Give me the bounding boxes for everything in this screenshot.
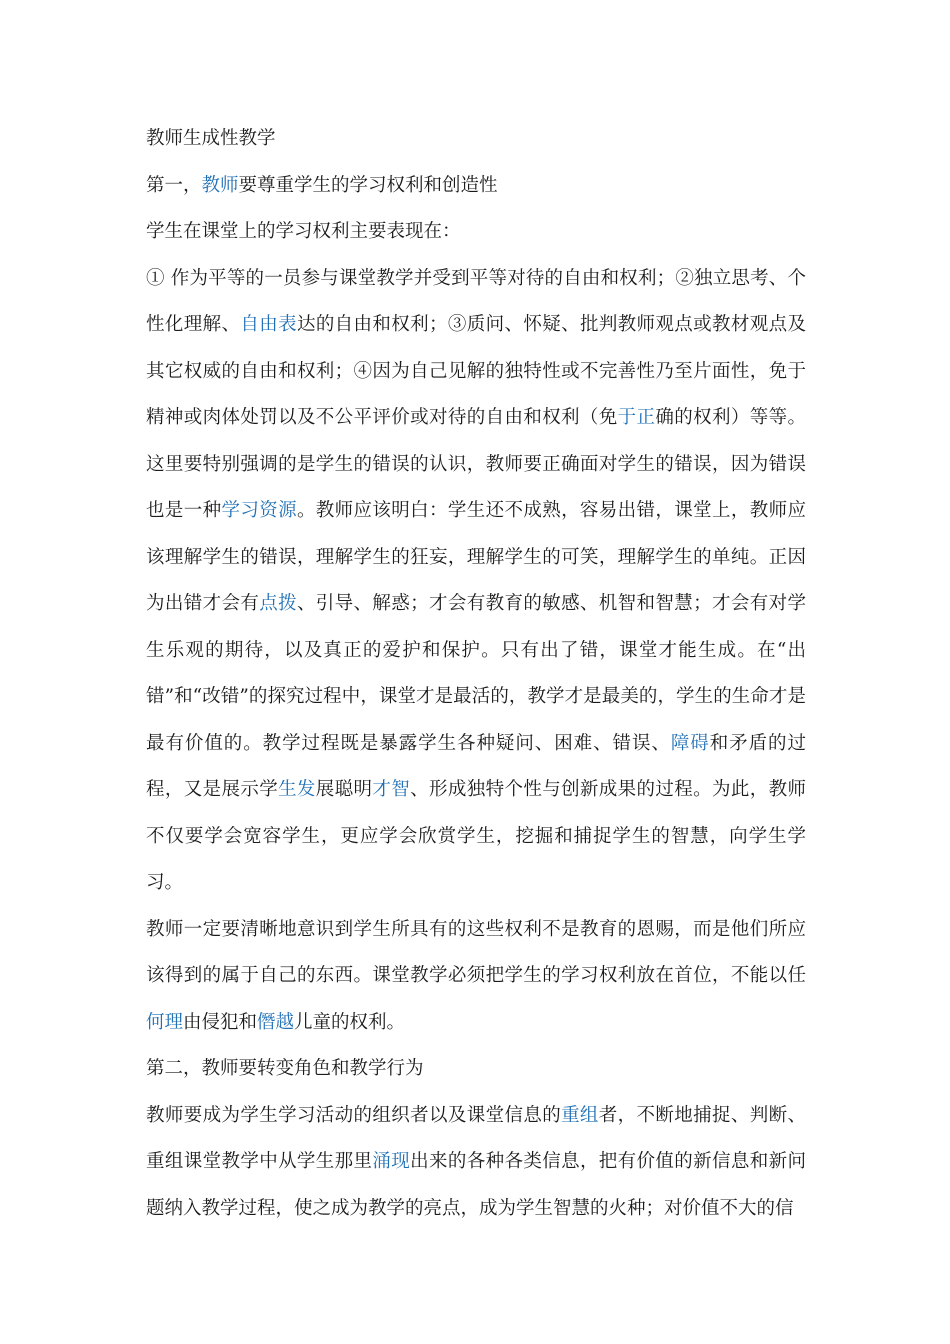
heading-text: 要尊重学生的学习权利和创造性	[238, 174, 498, 196]
hyperlink[interactable]: 何理	[146, 1011, 184, 1033]
paragraph-awareness	[146, 907, 806, 1047]
paragraph-roles	[146, 1093, 806, 1233]
hyperlink[interactable]: 自由表	[240, 314, 297, 335]
intro-paragraph: 学生在课堂上的学习权利主要表现在：	[146, 221, 461, 242]
hyperlink-teacher[interactable]: 教师	[201, 174, 239, 196]
hyperlink[interactable]: 重组	[561, 1104, 599, 1126]
text-run: 出来的各种各类信息，把有价值的新信息和新问题纳入教学过程，使之成为教学的亮点，成为学生智慧的火种；对价值不大的信	[146, 1151, 806, 1219]
text-run: 者，不断地捕捉、判断、重组课堂教学中从学生那里	[146, 1104, 806, 1172]
text-run: ① 作为平等的一员参与课堂教学并受到平等对待的自由和权利；②独立思考、个性化理解、	[146, 267, 806, 335]
text-run: 教师要成为学生学习活动的组织者以及课堂信息的	[146, 1104, 562, 1126]
hyperlink[interactable]: 僭越	[257, 1011, 295, 1033]
text-run: 确的权利）等等。这里要特别强调的是学生的错误的认识，教师要正确面对学生的错误，因为错误也是一种	[146, 407, 806, 521]
document-title: 教师生成性教学	[146, 128, 276, 149]
text-run: 教师一定要清晰地意识到学生所具有的这些权利不是教育的恩赐，而是他们所应该得到的属于自己的东西。课堂教学必须把学生的学习权利放在首位，不能以任	[146, 918, 806, 986]
hyperlink[interactable]: 点拨	[259, 593, 297, 614]
text-run: 达的自由和权利；③质问、怀疑、批判教师观点或教材观点及其它权威的自由和权利；④因为自己见解的独特性或不完善性乃至片面性，免于精神或肉体处罚以及不公平评价或对待的自由和权利（免	[146, 314, 806, 428]
text-run: 儿童的权利。	[294, 1011, 406, 1033]
text-run: 、形成独特个性与创新成果的过程。为此，教师不仅要学会宽容学生，更应学会欣赏学生，挖掘和捕捉学生的智慧，向学生学习。	[146, 779, 806, 893]
hyperlink[interactable]: 涌现	[372, 1151, 411, 1172]
document-body	[146, 116, 806, 1232]
hyperlink[interactable]: 障碍	[670, 732, 710, 754]
section-heading-2: 第二，教师要转变角色和教学行为	[146, 1058, 424, 1079]
text-run: 和矛盾的过程，又是展示学	[146, 732, 806, 800]
text-run: 。教师应该明白：学生还不成熟，容易出错，课堂上，教师应该理解学生的错误，理解学生的狂妄，理解学生的可笑，理解学生的单纯。正因为出错才会有	[146, 500, 806, 614]
hyperlink[interactable]: 于正	[617, 407, 656, 428]
hyperlink[interactable]: 才智	[372, 779, 411, 800]
hyperlink[interactable]: 生发	[278, 779, 316, 800]
text-run: 展聪明	[315, 779, 373, 800]
hyperlink[interactable]: 学习资源	[221, 500, 297, 521]
text-run: 、引导、解惑；才会有教育的敏感、机智和智慧；才会有对学生乐观的期待，以及真正的爱护和保护。只有出了错，课堂才能生成。在“出错”和“改错”的探究过程中，课堂才是最活的，教学才是最美的，学生的生命才是最有价值的。教学过程既是暴露学生各种疑问、困难、错误、	[146, 593, 806, 754]
text-run: 由侵犯和	[183, 1011, 258, 1033]
section-heading-1	[146, 163, 806, 210]
paragraph-rights	[146, 256, 806, 907]
heading-prefix: 第一，	[146, 174, 202, 196]
